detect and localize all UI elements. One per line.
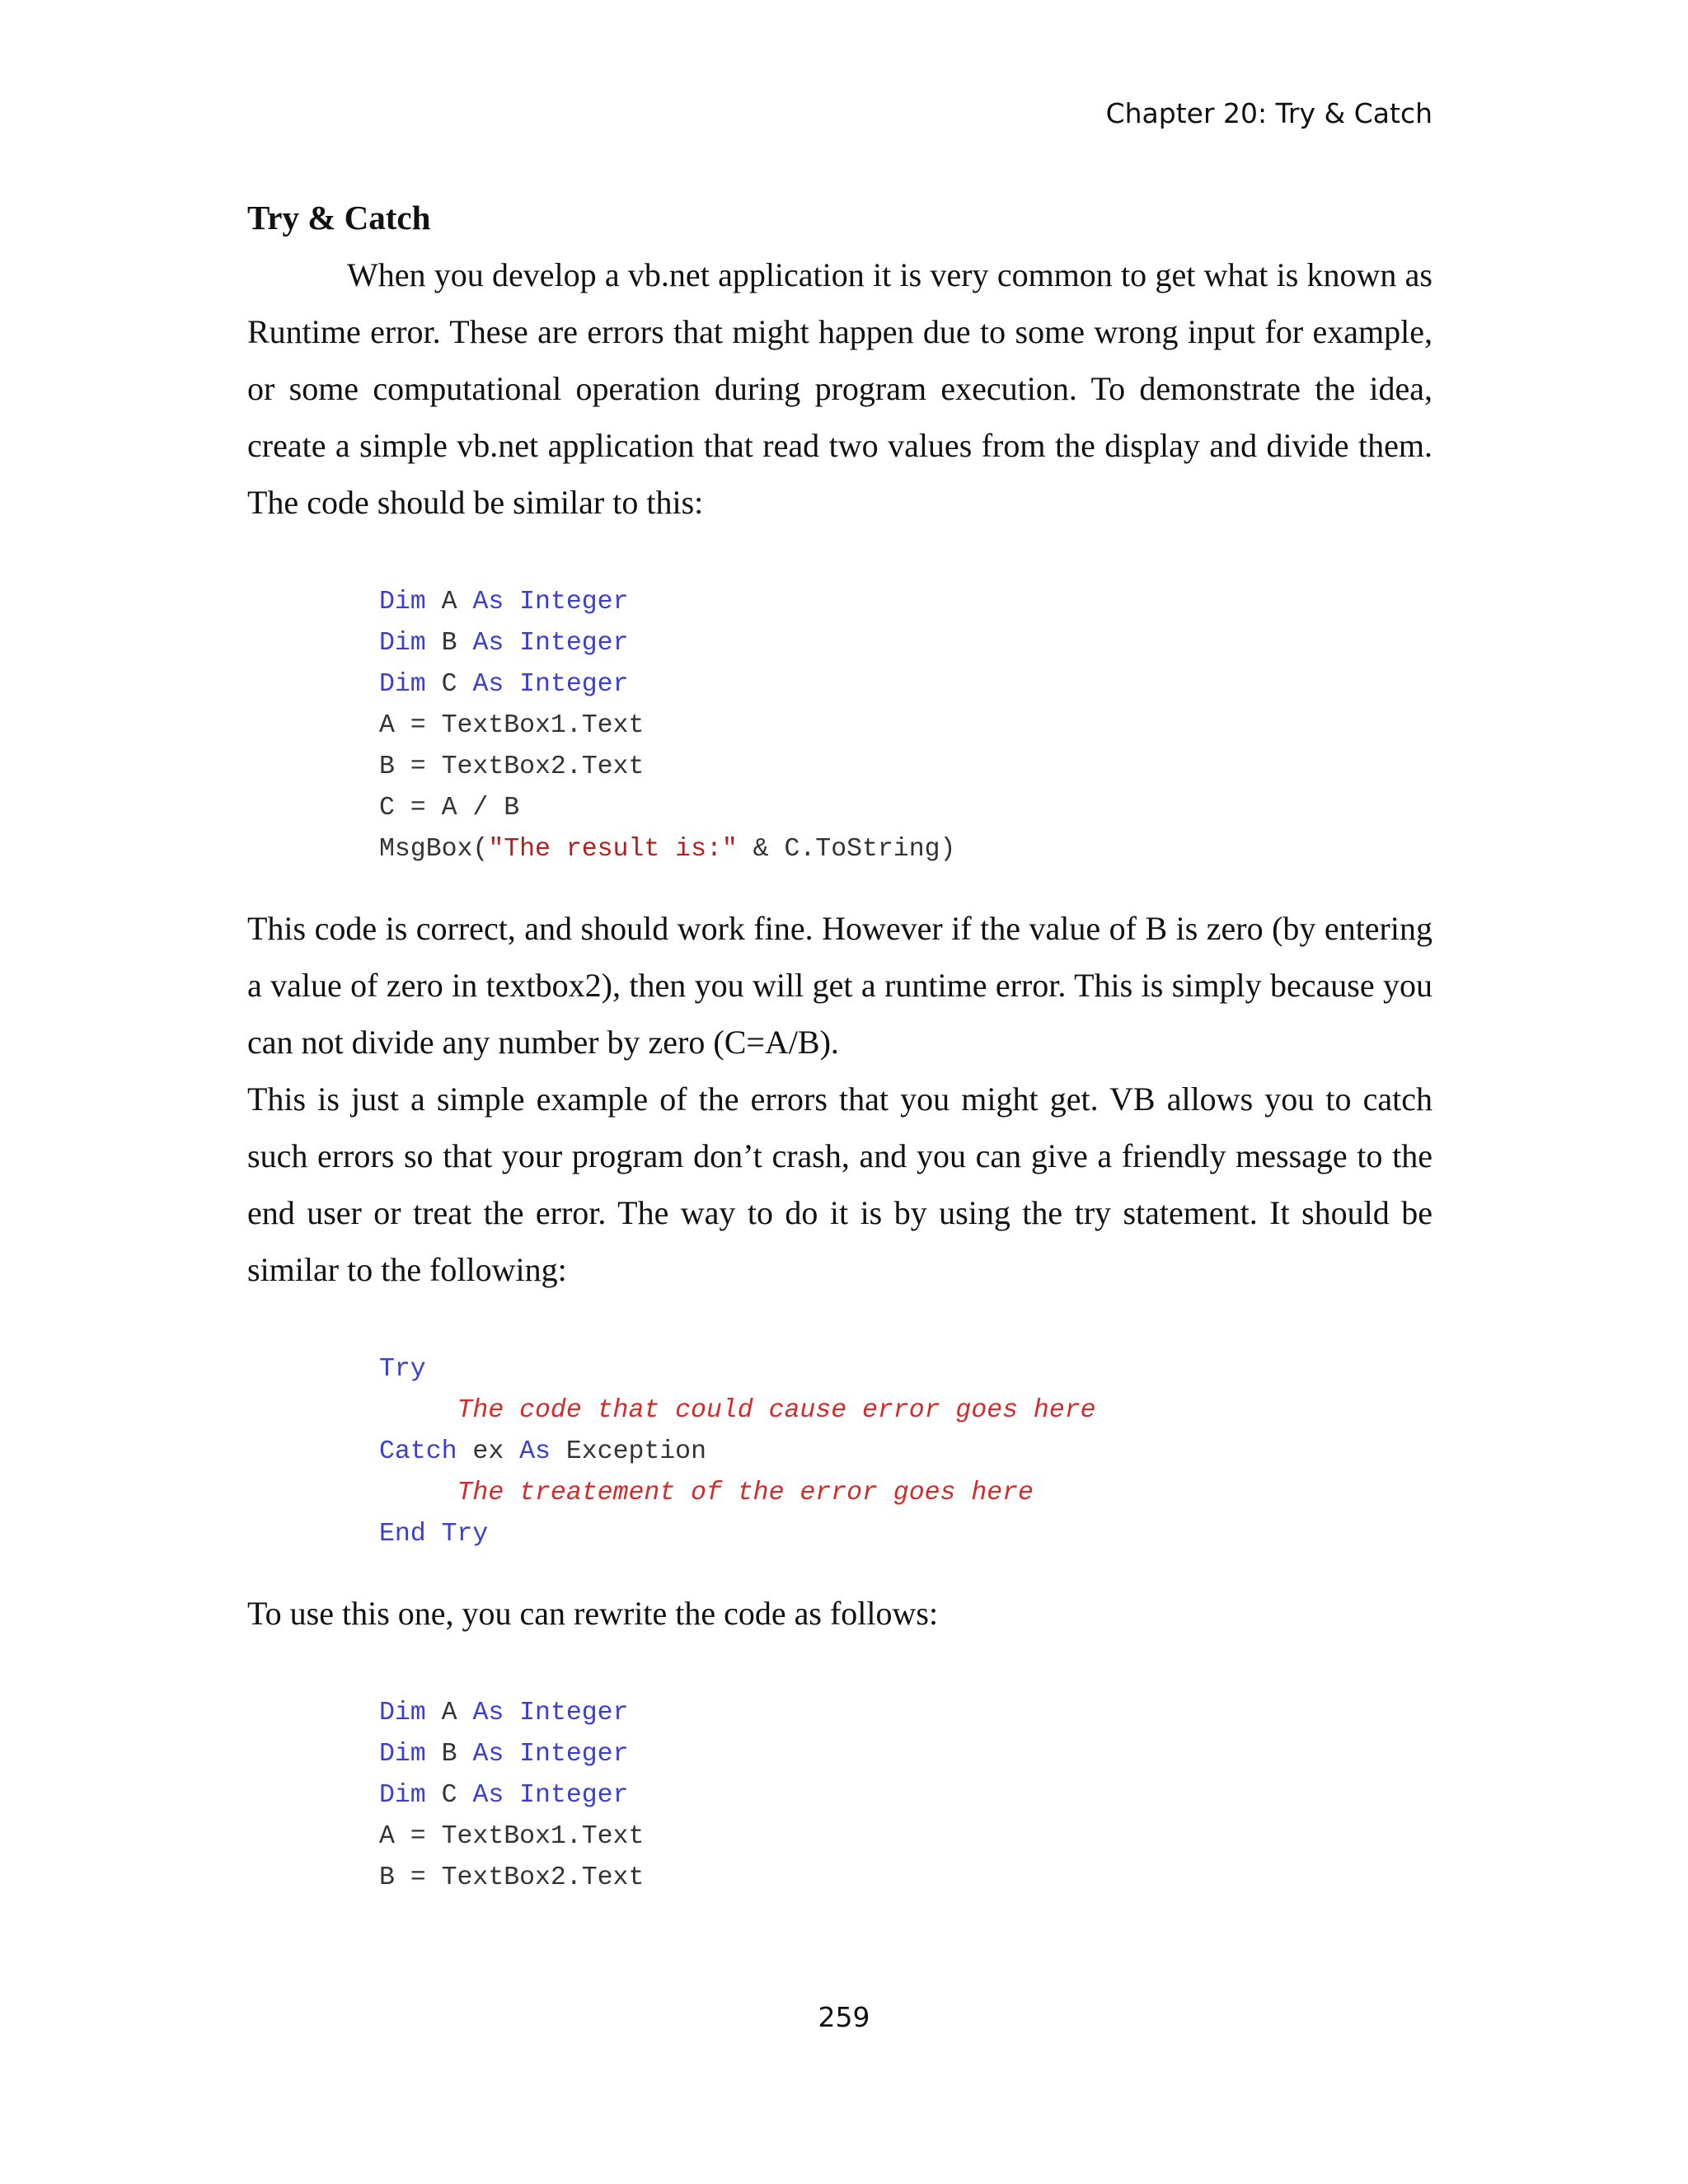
code-line: Dim A As Integer	[379, 1699, 629, 1727]
code-block-try-catch	[247, 1349, 1432, 1555]
code-block-rewrite	[247, 1693, 1432, 1899]
code-block-divide	[247, 582, 1432, 870]
explanation-paragraph: This code is correct, and should work fine. However if the value of B is zero (by entering a value of zero in textbox2), then you will get a runtime error. This is simply because you can not divide any number by zero (C=A/B).	[247, 910, 1432, 1061]
intro-paragraph: When you develop a vb.net application it is very common to get what is known as Runtime error. These are errors that might happen due to some wrong input for example, or some computational operation during program execution. To demonstrate the idea, create a simple vb.net application that read two values from the display and divide them. The code should be similar to this:	[247, 256, 1432, 521]
code-line: A = TextBox1.Text	[379, 711, 645, 740]
running-header: Chapter 20: Try & Catch	[1105, 97, 1432, 129]
code-line: MsgBox("The result is:" & C.ToString)	[379, 835, 956, 864]
code-line: Catch ex As Exception	[379, 1437, 706, 1466]
section-title: Try & Catch	[247, 199, 431, 237]
code-line: Dim C As Integer	[379, 670, 629, 699]
code-line: End Try	[379, 1520, 489, 1549]
code-line: Try	[379, 1355, 426, 1384]
code-line: Dim B As Integer	[379, 1740, 629, 1769]
code-line: Dim C As Integer	[379, 1781, 629, 1810]
code-line: Dim B As Integer	[379, 629, 629, 658]
code-line: The code that could cause error goes here	[457, 1396, 1096, 1425]
code-line: The treatement of the error goes here	[457, 1479, 1034, 1507]
code-line: Dim A As Integer	[379, 588, 629, 616]
page-content	[247, 190, 1432, 1899]
rewrite-paragraph: To use this one, you can rewrite the code as follows:	[247, 1595, 939, 1632]
code-line: B = TextBox2.Text	[379, 752, 645, 781]
explanation-paragraph-2: This is just a simple example of the errors that you might get. VB allows you to catch such errors so that your program don’t crash, and you can give a friendly message to the end user or treat the error. The way to do it is by using the try statement. It should be similar to the following:	[247, 1080, 1432, 1288]
code-line: B = TextBox2.Text	[379, 1863, 645, 1892]
page-number: 259	[818, 2001, 870, 2033]
code-line: C = A / B	[379, 794, 520, 823]
code-line: A = TextBox1.Text	[379, 1822, 645, 1851]
